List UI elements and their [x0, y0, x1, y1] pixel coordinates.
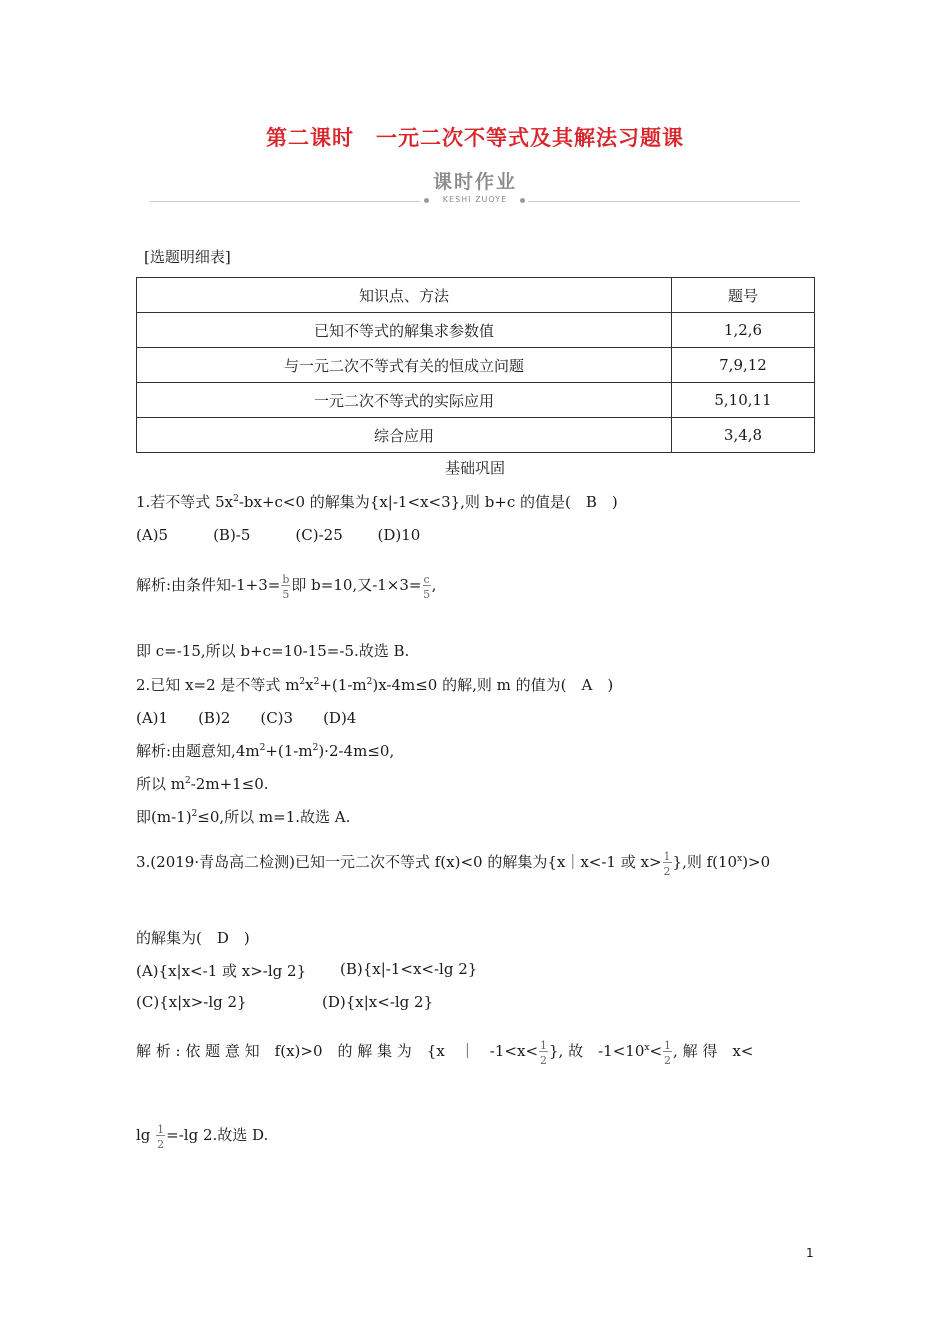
section-subtitle: 课时作业 — [432, 171, 517, 193]
q2-exponent: 2 — [366, 677, 373, 687]
question-1-stem — [136, 491, 618, 512]
q2-exponent: 2 — [191, 809, 198, 819]
question-2-solution-line3 — [136, 806, 350, 827]
question-1-solution-line2: 即 c=-15,所以 b+c=10-15=-5.故选 B. — [136, 642, 410, 660]
q2-exponent: 2 — [299, 677, 306, 687]
q3-stem-part: )>0 — [742, 853, 771, 871]
q2-solution-part: +(1-m — [265, 742, 313, 760]
fraction-one-half — [663, 851, 672, 877]
table-header-row — [137, 278, 815, 313]
fraction-one-half — [663, 1040, 672, 1066]
question-3-stem-line2: 的解集为( D ) — [136, 929, 250, 947]
q3-solution-part: , 解 得 x< — [673, 1042, 754, 1060]
fraction-numerator: 1 — [664, 1039, 672, 1052]
fraction-one-half — [539, 1040, 548, 1066]
fraction-denominator: 2 — [540, 1054, 548, 1067]
q2-solution-part: 即(m-1) — [136, 808, 192, 826]
table-row — [137, 348, 815, 383]
question-2-stem — [136, 674, 613, 695]
table-cell-number: 5,10,11 — [672, 383, 815, 418]
fraction-denominator: 5 — [423, 588, 431, 601]
q2-solution-part: -2m+1≤0. — [190, 775, 269, 793]
fraction-denominator: 2 — [157, 1138, 165, 1151]
q3-solution-part: =-lg 2.故选 D. — [166, 1126, 269, 1144]
q3-stem-part: },则 f(10 — [672, 853, 738, 871]
q1-stem-part: 1.若不等式 5x — [136, 493, 234, 511]
q2-stem-part: x — [305, 676, 314, 694]
fraction-numerator: 1 — [157, 1123, 165, 1136]
question-2-options: (A)1 (B)2 (C)3 (D)4 — [136, 709, 357, 727]
question-3-option-b: (B){x|-1<x<-lg 2} — [340, 960, 478, 978]
question-2-solution-line2 — [136, 773, 269, 794]
table-caption: [选题明细表] — [144, 248, 231, 266]
table-cell-topic: 已知不等式的解集求参数值 — [137, 313, 672, 348]
fraction-numerator: b — [282, 573, 290, 586]
fraction-numerator: 1 — [663, 850, 671, 863]
table-cell-number: 1,2,6 — [672, 313, 815, 348]
table-cell-number: 7,9,12 — [672, 348, 815, 383]
question-1-options: (A)5 (B)-5 (C)-25 (D)10 — [136, 526, 421, 544]
question-3-solution-line2 — [136, 1124, 268, 1150]
table-header-number: 题号 — [672, 278, 815, 313]
q3-stem-part: 3.(2019·青岛高二检测)已知一元二次不等式 f(x)<0 的解集为{x｜x<-1 或 x> — [136, 853, 662, 871]
q3-solution-part: lg — [136, 1126, 156, 1144]
fraction-numerator: 1 — [540, 1039, 548, 1052]
table-cell-number: 3,4,8 — [672, 418, 815, 453]
table-row — [137, 313, 815, 348]
q2-exponent: 2 — [312, 743, 319, 753]
q2-exponent: 2 — [259, 743, 266, 753]
q1-solution-part: 即 b=10,又-1×3= — [291, 576, 422, 594]
topic-table — [136, 277, 815, 453]
q1-exponent: 2 — [233, 494, 239, 504]
question-2-solution-line1 — [136, 740, 394, 761]
q3-exponent: x — [737, 854, 743, 864]
question-3-stem — [136, 851, 770, 877]
subtitle-pinyin: KESHI ZUOYE — [442, 195, 508, 204]
fraction-denominator: 2 — [663, 865, 671, 878]
q2-solution-part: 所以 m — [136, 775, 185, 793]
fraction-denominator: 2 — [664, 1054, 672, 1067]
q2-stem-part: +(1-m — [319, 676, 367, 694]
section-heading: 基础巩固 — [444, 459, 505, 477]
table-cell-topic: 与一元二次不等式有关的恒成立问题 — [137, 348, 672, 383]
page-number: 1 — [806, 1246, 814, 1260]
table-row — [137, 383, 815, 418]
question-3-option-d: (D){x|x<-lg 2} — [322, 993, 434, 1011]
q2-exponent: 2 — [313, 677, 320, 687]
q2-solution-part: ≤0,所以 m=1.故选 A. — [197, 808, 351, 826]
table-row — [137, 418, 815, 453]
fraction-numerator: c — [423, 573, 430, 586]
fraction-b-over-5 — [281, 574, 290, 600]
question-1-solution — [136, 574, 436, 600]
fraction-denominator: 5 — [282, 588, 290, 601]
question-3-solution — [136, 1040, 753, 1066]
q1-stem-part: -bx+c<0 的解集为{x|-1<x<3},则 b+c 的值是( B ) — [238, 493, 618, 511]
q3-solution-part: < — [649, 1042, 663, 1060]
q3-solution-part: }, 故 -1<10 — [549, 1042, 645, 1060]
page-title: 第二课时 一元二次不等式及其解法习题课 — [266, 126, 684, 150]
q3-exponent: x — [644, 1043, 650, 1053]
table-header-topic: 知识点、方法 — [137, 278, 672, 313]
q2-stem-part: )x-4m≤0 的解,则 m 的值为( A ) — [372, 676, 614, 694]
q2-solution-part: 解析:由题意知,4m — [136, 742, 260, 760]
table-cell-topic: 一元二次不等式的实际应用 — [137, 383, 672, 418]
q1-solution-part: 解析:由条件知-1+3= — [136, 576, 281, 594]
question-3-option-a: (A){x|x<-1 或 x>-lg 2} — [136, 962, 307, 980]
fraction-c-over-5 — [423, 574, 431, 600]
q3-solution-part: 解 析 : 依 题 意 知 f(x)>0 的 解 集 为 {x ｜ -1<x< — [136, 1042, 539, 1060]
table-cell-topic: 综合应用 — [137, 418, 672, 453]
fraction-one-half — [156, 1124, 165, 1150]
q2-solution-part: )·2-4m≤0, — [318, 742, 395, 760]
question-3-option-c: (C){x|x>-lg 2} — [136, 993, 247, 1011]
divider-dot-right — [520, 198, 525, 203]
q1-solution-part: , — [431, 576, 437, 594]
q2-exponent: 2 — [185, 776, 191, 786]
q2-stem-part: 2.已知 x=2 是不等式 m — [136, 676, 300, 694]
divider-right — [528, 201, 800, 202]
